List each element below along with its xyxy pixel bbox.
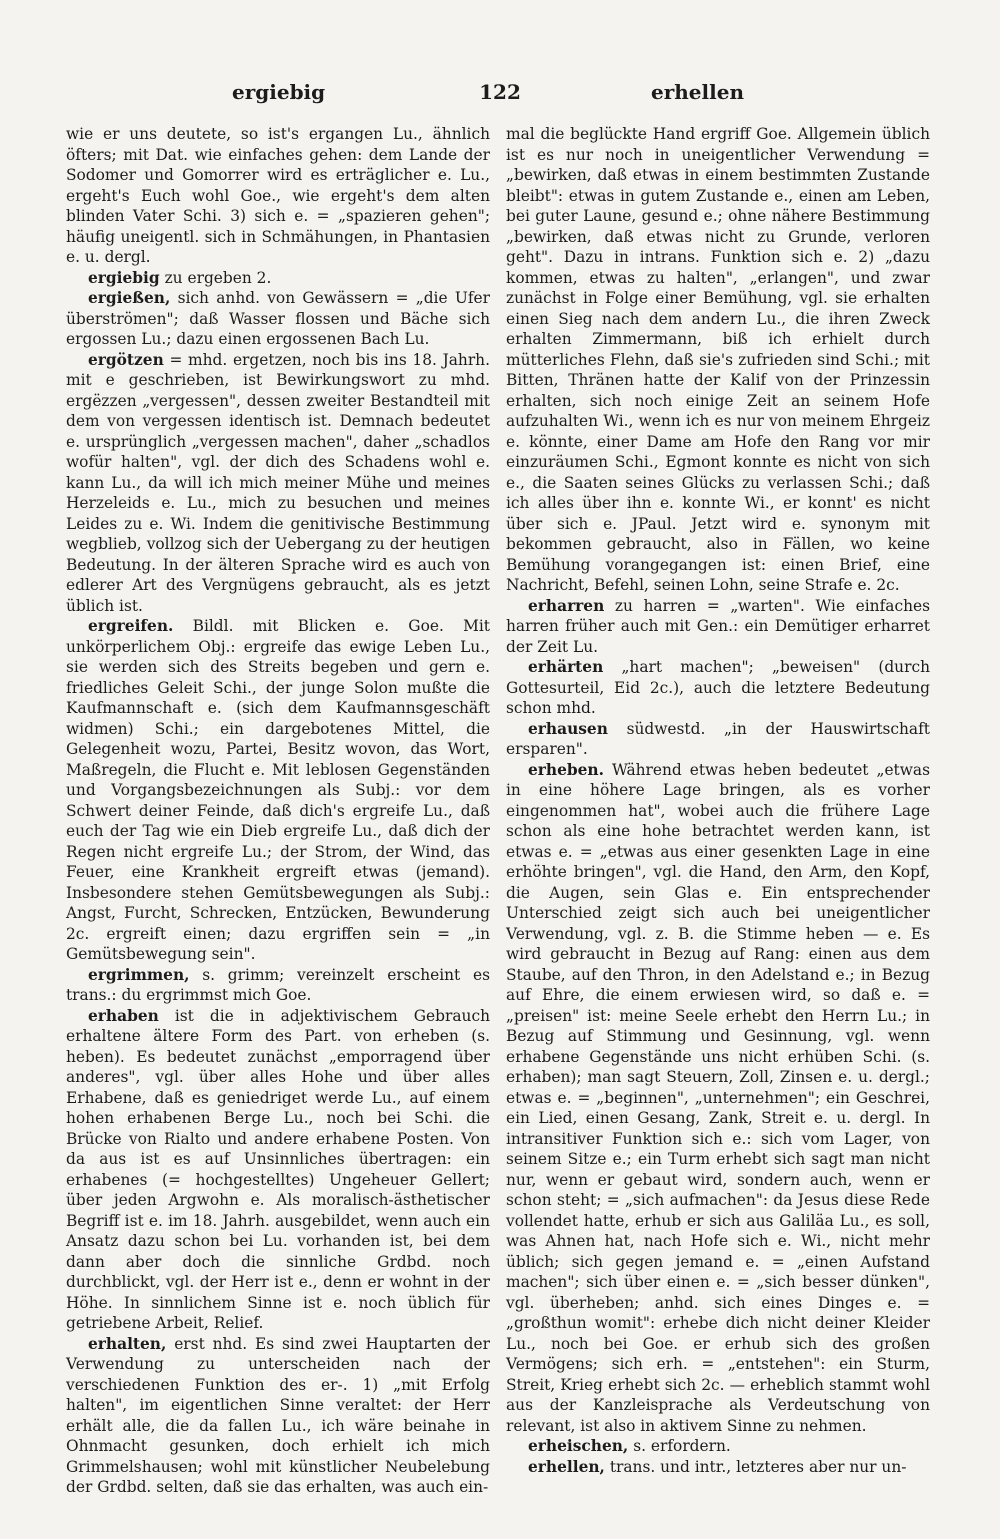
- entry-headword: erharren: [528, 596, 605, 615]
- entry-headword: ergrimmen,: [88, 965, 190, 984]
- column-divider: [493, 124, 494, 1394]
- entry-headword: erheischen,: [528, 1437, 629, 1455]
- entry-headword: ergötzen: [88, 350, 164, 369]
- entry: [66, 268, 490, 289]
- entry: [66, 1006, 490, 1334]
- entry: [66, 616, 490, 965]
- left-column: [66, 124, 490, 1498]
- entry: [506, 760, 930, 1437]
- entry: [66, 1334, 490, 1498]
- entry: [506, 596, 930, 658]
- entry-text: erst nhd. Es sind zwei Hauptarten der Verwendung zu unterscheiden nach der verschiedenen Funktion des er-. 1) „mit Erfolg halten", im eigentlichen Sinne veraltet: der Herr erhält alle, die da fallen Lu., ich wäre beinahe in Ohnmacht gesunken, doch erhielt ich mich Grimmelshausen; wohl mit künstlicher Neubelebung der Grdbd. selten, daß sie das erhalten, was auch ein-: [66, 1334, 490, 1496]
- entry: [66, 965, 490, 1006]
- entry: [506, 657, 930, 719]
- entry: [66, 350, 490, 617]
- entry-headword: ergießen,: [88, 289, 171, 307]
- header-right-keyword: erhellen: [651, 80, 744, 104]
- entry-continuation: [506, 124, 930, 596]
- entry: [506, 719, 930, 760]
- entry: [66, 288, 490, 350]
- entry: [506, 1436, 930, 1457]
- header-left-keyword: ergiebig: [232, 80, 326, 104]
- entry-headword: erhalten,: [88, 1334, 167, 1353]
- entry-text: „hart machen"; „beweisen" (durch Gottesurteil, Eid 2c.), auch die letztere Bedeutung schon mhd.: [506, 658, 930, 717]
- entry-headword: erhärten: [528, 658, 604, 676]
- entry-text: mal die beglückte Hand ergriff Goe. Allgemein üblich ist es nur noch in uneigentlicher Verwendung = „bewirken, daß etwas in einem bestimmten Zustande bleibt": etwas in gutem Zustande e., einen am Leben, bei guter Laune, gesund e.; ohne nähere Bestimmung „bewirken, daß etwas nicht zu Grunde, verloren geht". Dazu in intrans. Funktion sich e. 2) „dazu kommen, etwas zu halten", „erlangen", und zwar zunächst in Folge einer Bemühung, vgl. sie erhalten einen Sieg nach dem andern Lu., die ihren Zweck erhalten Zimmermann, biß ich erhielt durch mütterliches Flehn, daß sie's zufrieden sind Schi.; mit Bitten, Thränen hatte der Kalif von der Prinzessin erhalten, sich noch einige Zeit an seinem Hofe aufzuhalten Wi., wenn ich es nur von meinem Ehrgeiz e. könnte, einer Dame am Hofe den Rang vor mir einzuräumen Schi., Egmont konnte es nicht von sich e., die Saaten seines Glücks zu verlassen Schi.; daß ich alles über ihn e. konnte Wi., er konnt' es nicht über sich e. JPaul. Jetzt wird e. synonym mit bekommen gebraucht, also in Fällen, wo keine Bemühung vorangegangen ist: einen Brief, eine Nachricht, Befehl, seinen Lohn, seine Strafe e. 2c.: [506, 125, 930, 594]
- entry-text: trans. und intr., letzteres aber nur un-: [609, 1457, 907, 1476]
- entry-headword: erheben.: [528, 760, 604, 779]
- entry: [506, 1457, 930, 1478]
- entry-text: s. erfordern.: [633, 1437, 731, 1455]
- entry-text: südwestd. „in der Hauswirtschaft ersparen".: [506, 719, 930, 758]
- page-number: 122: [479, 80, 521, 104]
- entry-text: ist die in adjektivischem Gebrauch erhaltene ältere Form des Part. von erheben (s. heben). Es bedeutet zunächst „emporragend über anderes", vgl. über alles Hohe und über alles Erhabene, daß es geniedriget werde Lu., auf einem hohen erhabenen Berge Lu., noch bei Schi. die Brücke von Rialto und andere erhabene Posten. Von da aus ist es auf Unsinnliches übertragen: ein erhabenes (= hochgestelltes) Ungeheuer Gellert; über jeden Argwohn e. Als moralisch-ästhetischer Begriff ist e. im 18. Jahrh. ausgebildet, wenn auch ein Ansatz dazu schon bei Lu. vorhanden ist, bei dem dann aber doch die sinnliche Grdbd. noch durchblickt, vgl. der Herr ist e., denn er wohnt in der Höhe. In sinnlichem Sinne ist e. noch üblich für getriebene Arbeit, Relief.: [66, 1006, 490, 1332]
- entry-text: wie er uns deutete, so ist's ergangen Lu., ähnlich öfters; mit Dat. wie einfaches gehen: dem Lande der Sodomer und Gomorrer wird es erträglicher e. Lu., ergeht's Euch wohl Goe., wie ergeht's dem alten blinden Vater Schi. 3) sich e. = „spazieren gehen"; häufig uneigentl. sich in Schmähungen, in Phantasien e. u. dergl.: [66, 125, 490, 266]
- entry-headword: erhaben: [88, 1006, 159, 1025]
- running-header: [60, 80, 940, 110]
- entry-text: sich anhd. von Gewässern = „die Ufer überströmen"; daß Wasser flossen und Bäche sich ergossen Lu.; dazu einen ergossenen Bach Lu.: [66, 289, 490, 348]
- entry-continuation: [66, 124, 490, 268]
- entry-text: zu ergeben 2.: [164, 268, 272, 287]
- entry-headword: ergiebig: [88, 268, 160, 287]
- entry-headword: ergreifen.: [88, 617, 174, 635]
- entry-text: zu harren = „warten". Wie einfaches harren früher auch mit Gen.: ein Demütiger erharret der Zeit Lu.: [506, 596, 930, 656]
- entry-headword: erhausen: [528, 719, 608, 738]
- entry-text: = mhd. ergetzen, noch bis ins 18. Jahrh. mit e geschrieben, ist Bewirkungswort zu mhd. ergëzzen „vergessen", dessen zweiter Bestandteil mit dem von vergessen identisch ist. Demnach bedeutet e. ursprünglich „vergessen machen", daher „schadlos wofür halten", vgl. der dich des Schadens wohl e. kann Lu., da will ich mich meiner Mühe und meines Herzeleids e. Lu., mich zu besuchen und meines Leides zu e. Wi. Indem die genitivische Bestimmung wegblieb, vollzog sich der Uebergang zu der heutigen Bedeutung. In der älteren Sprache wird es auch von edlerer Art des Vergnügens gebraucht, als es jetzt üblich ist.: [66, 350, 490, 615]
- entry-headword: erhellen,: [528, 1457, 605, 1476]
- entry-text: Bildl. mit Blicken e. Goe. Mit unkörperlichem Obj.: ergreife das ewige Leben Lu., sie werden sich des Streits begeben und gern e. friedliches Geleit Schi., der junge Solon mußte die Kaufmannschaft e. (sich dem Kaufmannsgeschäft widmen) Schi.; ein dargebotenes Mittel, die Gelegenheit wozu, Partei, Besitz wovon, das Wort, Maßregeln, die Flucht e. Mit leblosen Gegenständen und Vorgangsbezeichnungen als Subj.: vor dem Schwert deiner Feinde, daß dich's ergreife Lu., daß euch der Tag wie ein Dieb ergreife Lu., daß dich der Regen nicht ergreife Lu.; der Strom, der Wind, das Feuer, eine Krankheit ergreift etwas (jemand). Insbesondere stehen Gemütsbewegungen als Subj.: Angst, Furcht, Schrecken, Entzücken, Bewunderung 2c. ergreift einen; dazu ergriffen sein = „in Gemütsbewegung sein".: [66, 617, 490, 963]
- right-column: [506, 124, 930, 1477]
- entry-text: s. grimm; vereinzelt erscheint es trans.: du ergrimmst mich Goe.: [66, 965, 490, 1004]
- entry-text: Während etwas heben bedeutet „etwas in eine höhere Lage bringen, als es vorher eingenommen hat", wobei auch die frühere Lage schon als eine hohe betrachtet werden kann, ist etwas e. = „etwas aus einer gesenkten Lage in eine erhöhte bringen", vgl. die Hand, den Arm, den Kopf, die Augen, sein Glas e. Ein entsprechender Unterschied zeigt sich auch bei uneigentlicher Verwendung, vgl. z. B. die Stimme heben — e. Es wird gebraucht in Bezug auf Rang: einen aus dem Staube, auf den Thron, in den Adelstand e.; in Bezug auf Ehre, die einem erwiesen wird, so daß e. = „preisen" ist: meine Seele erhebt den Herrn Lu.; in Bezug auf Stimmung und Gesinnung, vgl. wenn erhabene Gegenstände uns nicht erhüben Schi. (s. erhaben); man sagt Steuern, Zoll, Zinsen e. u. dergl.; etwas e. = „beginnen", „unternehmen"; ein Geschrei, ein Lied, einen Gesang, Zank, Streit e. u. dergl. In intransitiver Funktion sich e.: sich vom Lager, von seinem Sitze e.; ein Turm erhebt sich sagt man nicht nur, wenn er gebaut wird, sondern auch, wenn er schon steht; = „sich aufmachen": da Jesus diese Rede vollendet hatte, erhub er sich aus Galiläa Lu., es soll, was Ahnen hat, nach Hofe sich e. Wi., nicht mehr üblich; sich gegen jemand e. = „einen Aufstand machen"; sich über einen e. = „sich besser dünken", vgl. überheben; anhd. sich eines Dinges e. = „großthun womit": erhebe dich nicht deiner Kleider Lu., noch bei Goe. er erhub sich des großen Vermögens; sich erh. = „entstehen": ein Sturm, Streit, Krieg erhebt sich 2c. — erheblich stammt wohl aus der Kanzleisprache als Verdeutschung von relevant, ist also in aktivem Sinne zu nehmen.: [506, 760, 930, 1435]
